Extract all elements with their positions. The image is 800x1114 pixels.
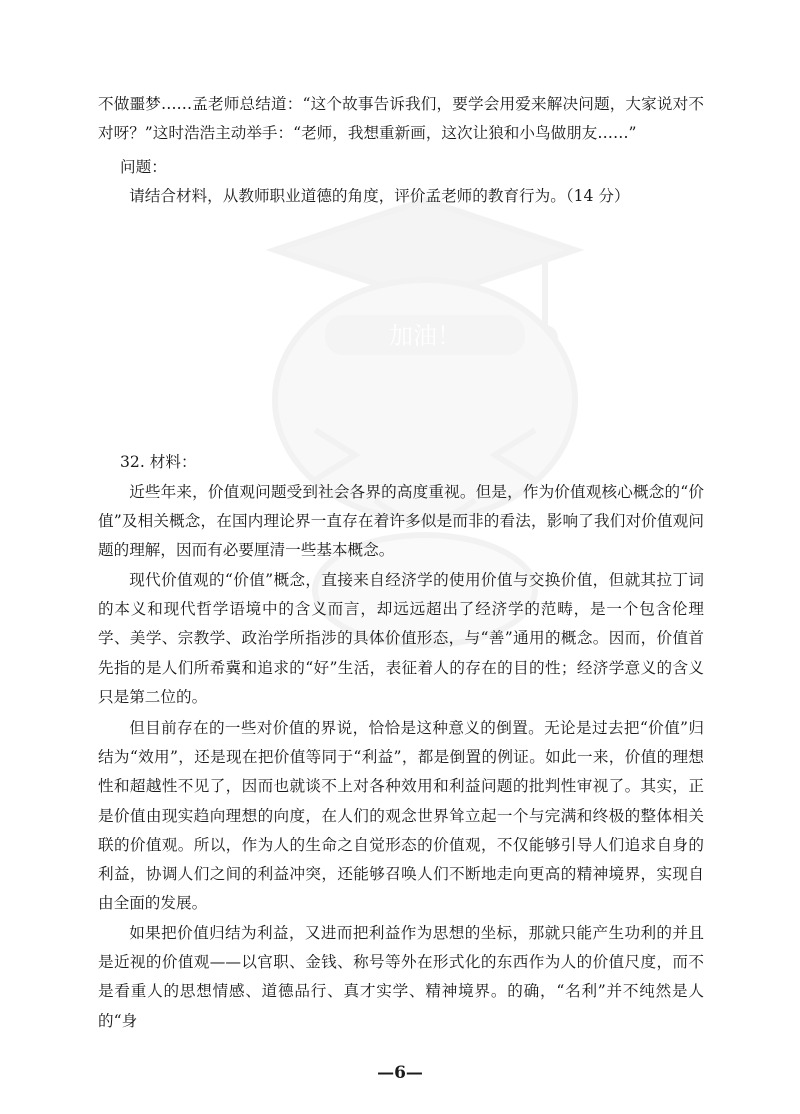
q32-paragraph: 如果把价值归结为利益，又进而把利益作为思想的坐标，那就只能产生功利的并且是近视的价值观——以官职、金钱、称号等外在形式化的东西作为人的价值尺度，而不是看重人的思想情感、道德品行、真才实学、精神境界。的确，“名利”并不纯然是人的“身 (98, 924, 704, 1030)
question-label: 问题： (120, 158, 167, 176)
mascot-headband (325, 315, 525, 355)
graduation-cap-icon (275, 200, 575, 300)
story-ending-paragraph: 不做噩梦……孟老师总结道：“这个故事告诉我们，要学会用爱来解决问题，大家说对不对呀？”这时浩浩主动举手：“老师，我想重新画，这次让狼和小鸟做朋友……” (98, 95, 704, 143)
q32-label: 32. 材料： (120, 453, 197, 471)
q32-paragraph: 现代价值观的“价值”概念，直接来自经济学的使用价值与交换价值，但就其拉丁词的本义和现代哲学语境中的含义而言，却远远超出了经济学的范畴，是一个包含伦理学、美学、宗教学、政治学所指涉的具体价值形态，与“善”通用的概念。因而，价值首先指的是人们所希冀和追求的“好”生活，表征着人的存在的目的性；经济学意义的含义只是第二位的。 (98, 571, 704, 706)
mascot-badge-text: 加油！ (389, 322, 461, 350)
q32-paragraph: 但目前存在的一些对价值的界说，恰恰是这种意义的倒置。无论是过去把“价值”归结为“效用”，还是现在把价值等同于“利益”，都是倒置的例证。如此一来，价值的理想性和超越性不见了，因而也就谈不上对各种效用和利益问题的批判性审视了。其实，正是价值由现实趋向理想的向度，在人们的观念世界耸立起一个与完满和终极的整体相关联的价值观。所以，作为人的生命之自觉形态的价值观，不仅能够引导人们追求自身的利益，协调人们之间的利益冲突，还能够召唤人们不断地走向更高的精神境界，实现自由全面的发展。 (98, 719, 704, 913)
q32-paragraph: 近些年来，价值观问题受到社会各界的高度重视。但是，作为价值观核心概念的“价值”及相关概念，在国内理论界一直存在着许多似是而非的看法，影响了我们对价值观问题的理解，因而有必要厘清一些基本概念。 (98, 483, 704, 560)
page-number: —6— (377, 1063, 423, 1083)
question-text: 请结合材料，从教师职业道德的角度，评价孟老师的教育行为。（14 分） (129, 187, 630, 205)
